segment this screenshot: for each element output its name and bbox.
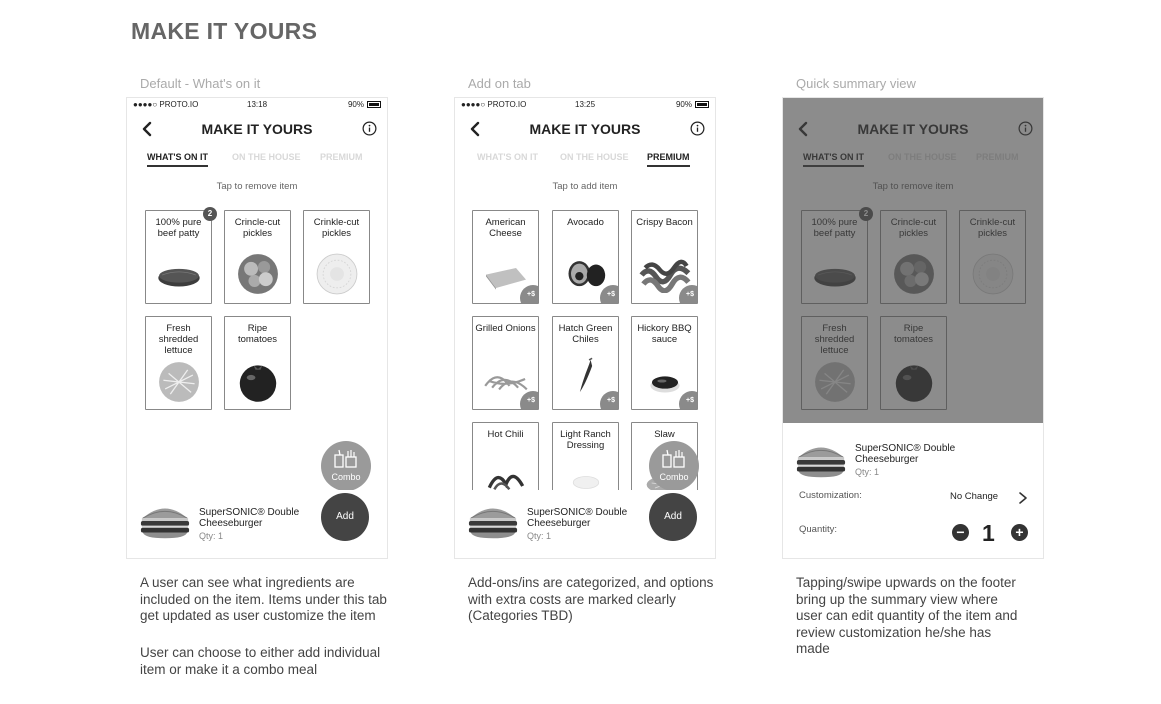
battery-icon: [367, 101, 381, 108]
lettuce-icon: [153, 356, 205, 408]
combo-label: Combo: [331, 472, 361, 482]
count-badge: 2: [203, 207, 217, 221]
hot-chili-icon: [481, 459, 531, 493]
ingredient-card-pickles[interactable]: [224, 210, 291, 304]
card-label: Ripe tomatoes: [237, 323, 278, 345]
card-label: Hickory BBQ sauce: [637, 323, 692, 345]
beef-patty-icon: [156, 261, 202, 292]
extra-cost-badge: [520, 285, 539, 304]
card-label: Fresh shredded lettuce: [158, 323, 199, 356]
card-label: Light Ranch Dressing: [560, 429, 611, 451]
card-label: Crispy Bacon: [636, 217, 693, 228]
status-bar: [133, 100, 381, 112]
quantity-increment-button[interactable]: +: [1011, 524, 1028, 541]
battery-icon: [695, 101, 709, 108]
extra-cost-label: +$: [607, 291, 615, 298]
screen-title: MAKE IT YOURS: [201, 121, 313, 137]
summary-sheet: [783, 423, 1043, 558]
info-icon[interactable]: [362, 121, 377, 136]
tab-premium[interactable]: PREMIUM: [647, 152, 690, 167]
column-description: Tapping/swipe upwards on the footer bring up the summary view where user can edit quantity of the item and review customization he/she has made: [796, 575, 1018, 656]
ingredient-card-lettuce[interactable]: [145, 316, 212, 410]
extra-cost-badge: [600, 391, 619, 410]
carrier-label: ●●●●○ PROTO.IO: [461, 100, 527, 109]
battery-percent: 90%: [347, 100, 364, 109]
item-quantity: Qty: 1: [199, 531, 224, 541]
combo-meal-icon: [662, 449, 686, 469]
burger-thumbnail-icon: [795, 439, 847, 479]
tab-whats-on-it[interactable]: WHAT'S ON IT: [477, 152, 538, 162]
ingredient-card-beef-patty[interactable]: [145, 210, 212, 304]
combo-label: Combo: [659, 472, 689, 482]
clock: 13:18: [247, 100, 268, 109]
battery-indicator: [348, 100, 381, 109]
item-name: SuperSONIC® Double Cheeseburger: [855, 443, 956, 465]
card-label: Crincle-cut pickles: [234, 217, 281, 239]
extra-cost-label: +$: [607, 397, 615, 404]
phone-screen-add-on: [454, 97, 716, 559]
dim-overlay[interactable]: [783, 98, 1043, 423]
column-caption: Quick summary view: [796, 76, 916, 91]
bbq-sauce-icon: [642, 365, 688, 397]
extra-cost-badge: [679, 285, 698, 304]
card-label: Hatch Green Chiles: [558, 323, 613, 345]
phone-screen-summary: [782, 97, 1044, 559]
add-button[interactable]: Add: [321, 493, 369, 541]
ingredient-card-crinkle-pickles[interactable]: [303, 210, 370, 304]
tab-whats-on-it[interactable]: WHAT'S ON IT: [147, 152, 208, 167]
item-name: SuperSONIC® Double Cheeseburger: [527, 507, 628, 529]
burger-thumbnail-icon: [139, 500, 191, 540]
column-caption: Default - What's on it: [140, 76, 261, 91]
nav-bar: [127, 116, 387, 144]
tab-hint: Tap to add item: [552, 181, 618, 192]
avocado-icon: [561, 255, 611, 289]
info-icon[interactable]: [690, 121, 705, 136]
tab-bar: [455, 150, 715, 168]
quantity-label: Quantity:: [799, 524, 838, 535]
item-quantity: Qty: 1: [855, 467, 880, 477]
addon-card-crispy-bacon[interactable]: [631, 210, 698, 304]
extra-cost-badge: [520, 391, 539, 410]
extra-cost-label: +$: [686, 397, 694, 404]
addon-card-hickory-bbq-sauce[interactable]: [631, 316, 698, 410]
column-caption: Add on tab: [468, 76, 531, 91]
tomato-icon: [232, 355, 284, 407]
tab-on-the-house[interactable]: ON THE HOUSE: [232, 152, 301, 162]
card-label: American Cheese: [485, 217, 526, 239]
phone-screen-default: [126, 97, 388, 559]
combo-button[interactable]: [321, 441, 371, 491]
page-title: MAKE IT YOURS: [131, 18, 318, 44]
extra-cost-badge: [600, 285, 619, 304]
addon-card-grilled-onions[interactable]: [472, 316, 539, 410]
ranch-icon: [563, 463, 609, 493]
tab-bar: [127, 150, 387, 168]
column-description-secondary: User can choose to either add individual item or make it a combo meal: [140, 645, 381, 677]
card-label: Avocado: [567, 217, 604, 228]
battery-percent: 90%: [675, 100, 692, 109]
carrier-label: ●●●●○ PROTO.IO: [133, 100, 199, 109]
customization-value[interactable]: No Change: [950, 491, 999, 502]
add-button[interactable]: Add: [649, 493, 697, 541]
card-label: Grilled Onions: [475, 323, 536, 334]
card-label: Hot Chili: [487, 429, 524, 440]
nav-bar: [455, 116, 715, 144]
quantity-decrement-button[interactable]: −: [952, 524, 969, 541]
card-label: 100% pure beef patty: [155, 217, 202, 239]
column-description: A user can see what ingredients are included on the item. Items under this tab get updated as user customize the item: [140, 575, 387, 623]
combo-button[interactable]: [649, 441, 699, 491]
order-footer[interactable]: [127, 490, 387, 558]
addon-card-american-cheese[interactable]: [472, 210, 539, 304]
card-label: Crinkle-cut pickles: [313, 217, 360, 239]
extra-cost-label: +$: [527, 291, 535, 298]
crinkle-pickle-icon: [311, 248, 363, 300]
onions-icon: [480, 361, 532, 397]
tab-on-the-house[interactable]: ON THE HOUSE: [560, 152, 629, 162]
extra-cost-label: +$: [527, 397, 535, 404]
combo-meal-icon: [334, 449, 358, 469]
customization-label: Customization:: [799, 490, 862, 501]
chevron-right-icon[interactable]: [1018, 491, 1028, 505]
ingredient-card-tomatoes[interactable]: [224, 316, 291, 410]
screen-title: MAKE IT YOURS: [529, 121, 641, 137]
tab-premium[interactable]: PREMIUM: [320, 152, 363, 162]
chile-icon: [563, 355, 609, 397]
extra-cost-badge: [679, 391, 698, 410]
item-name: SuperSONIC® Double Cheeseburger: [199, 507, 300, 529]
status-bar: [461, 100, 709, 112]
battery-indicator: [676, 100, 709, 109]
item-quantity: Qty: 1: [527, 531, 552, 541]
order-footer[interactable]: [455, 490, 715, 558]
quantity-value: 1: [982, 520, 995, 546]
burger-thumbnail-icon: [467, 500, 519, 540]
pickles-icon: [232, 248, 284, 300]
clock: 13:25: [575, 100, 596, 109]
addon-card-hatch-green-chiles[interactable]: [552, 316, 619, 410]
addon-card-avocado[interactable]: [552, 210, 619, 304]
column-description: Add-ons/ins are categorized, and options with extra costs are marked clearly (Categories TBD): [468, 575, 714, 623]
tab-hint: Tap to remove item: [216, 181, 298, 192]
extra-cost-label: +$: [686, 291, 694, 298]
card-label: Slaw: [654, 429, 675, 440]
